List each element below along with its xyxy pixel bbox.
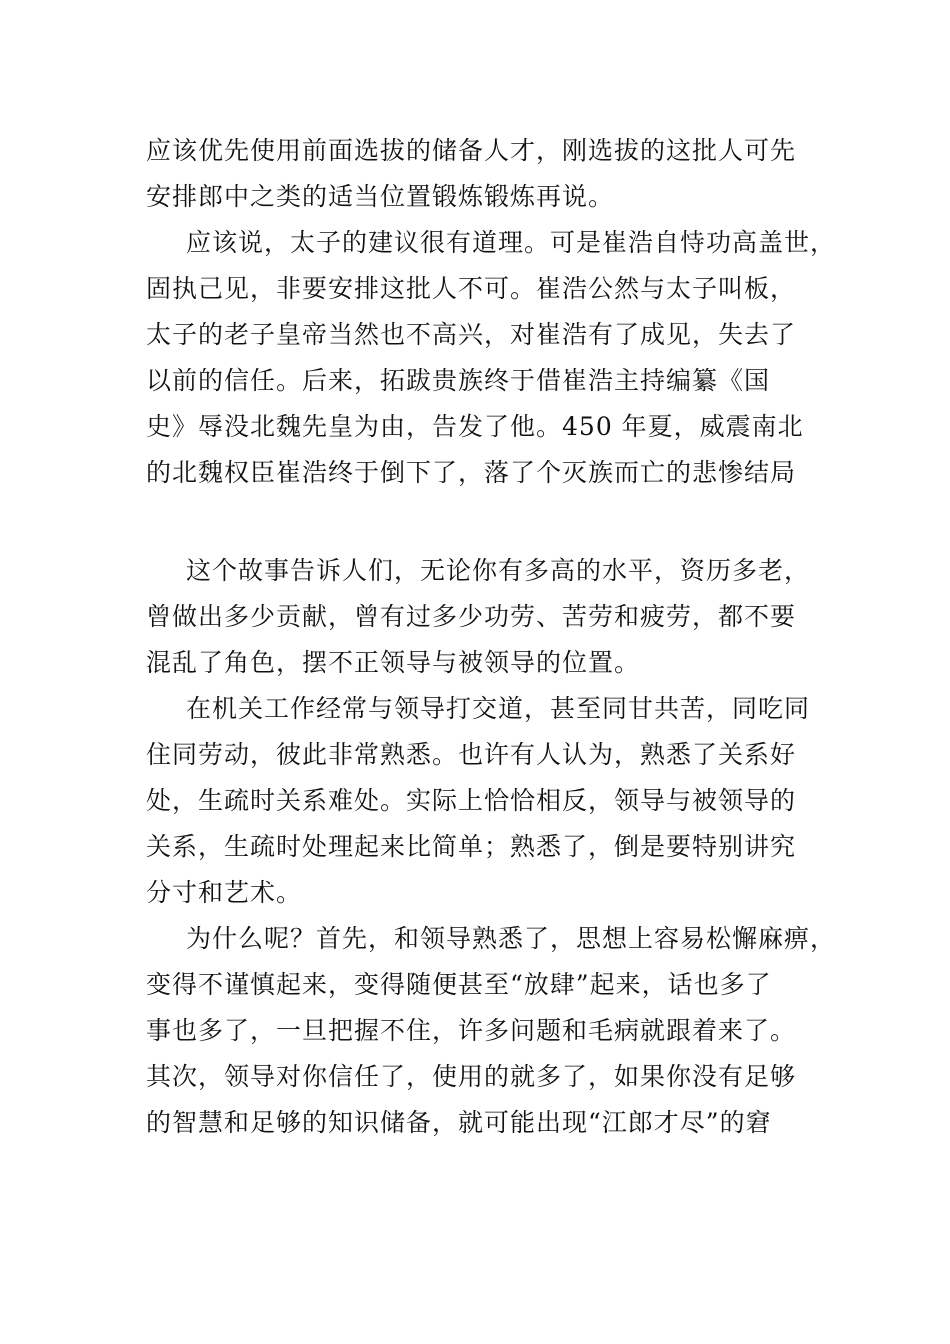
text-line: 变得不谨慎起来，变得随便甚至“放肆”起来，话也多了 [146, 970, 772, 999]
text-line: 的智慧和足够的知识储备，就可能出现“江郎才尽”的窘 [146, 1108, 772, 1137]
text-line: 处，生疏时关系难处。实际上恰恰相反，领导与被领导的 [146, 786, 797, 815]
paragraph-start-line: 这个故事告诉人们，无论你有多高的水平，资历多老， [186, 556, 811, 585]
text-line: 曾做出多少贡献，曾有过多少功劳、苦劳和疲劳，都不要 [146, 602, 797, 631]
text-line: 事也多了，一旦把握不住，许多问题和毛病就跟着来了。 [146, 1016, 797, 1045]
text-line: 固执己见，非要安排这批人不可。崔浩公然与太子叫板， [146, 274, 797, 303]
text-line: 分寸和艺术。 [146, 878, 303, 907]
paragraph-start-line: 在机关工作经常与领导打交道，甚至同甘共苦，同吃同 [186, 694, 811, 723]
text-line: 史》辱没北魏先皇为由，告发了他。450 年夏，威震南北 [146, 412, 804, 441]
text-line: 关系，生疏时处理起来比简单；熟悉了，倒是要特别讲究 [146, 832, 797, 861]
text-line: 以前的信任。后来，拓跋贵族终于借崔浩主持编纂《国 [146, 366, 771, 395]
text-line: 的北魏权臣崔浩终于倒下了，落了个灭族而亡的悲惨结局 [146, 458, 797, 487]
text-line: 其次，领导对你信任了，使用的就多了，如果你没有足够 [146, 1062, 797, 1091]
paragraph-start-line: 为什么呢？首先，和领导熟悉了，思想上容易松懈麻痹， [186, 924, 837, 953]
text-line: 太子的老子皇帝当然也不高兴，对崔浩有了成见，失去了 [146, 320, 797, 349]
text-line: 混乱了角色，摆不正领导与被领导的位置。 [146, 648, 641, 677]
document-body [146, 128, 837, 1146]
text-line: 应该优先使用前面选拔的储备人才，刚选拔的这批人可先 [146, 136, 797, 165]
text-line: 住同劳动，彼此非常熟悉。也许有人认为，熟悉了关系好 [146, 740, 797, 769]
text-line: 安排郎中之类的适当位置锻炼锻炼再说。 [146, 182, 615, 211]
paragraph-start-line: 应该说，太子的建议很有道理。可是崔浩自恃功高盖世， [186, 228, 837, 257]
paragraph-gap [146, 496, 826, 548]
